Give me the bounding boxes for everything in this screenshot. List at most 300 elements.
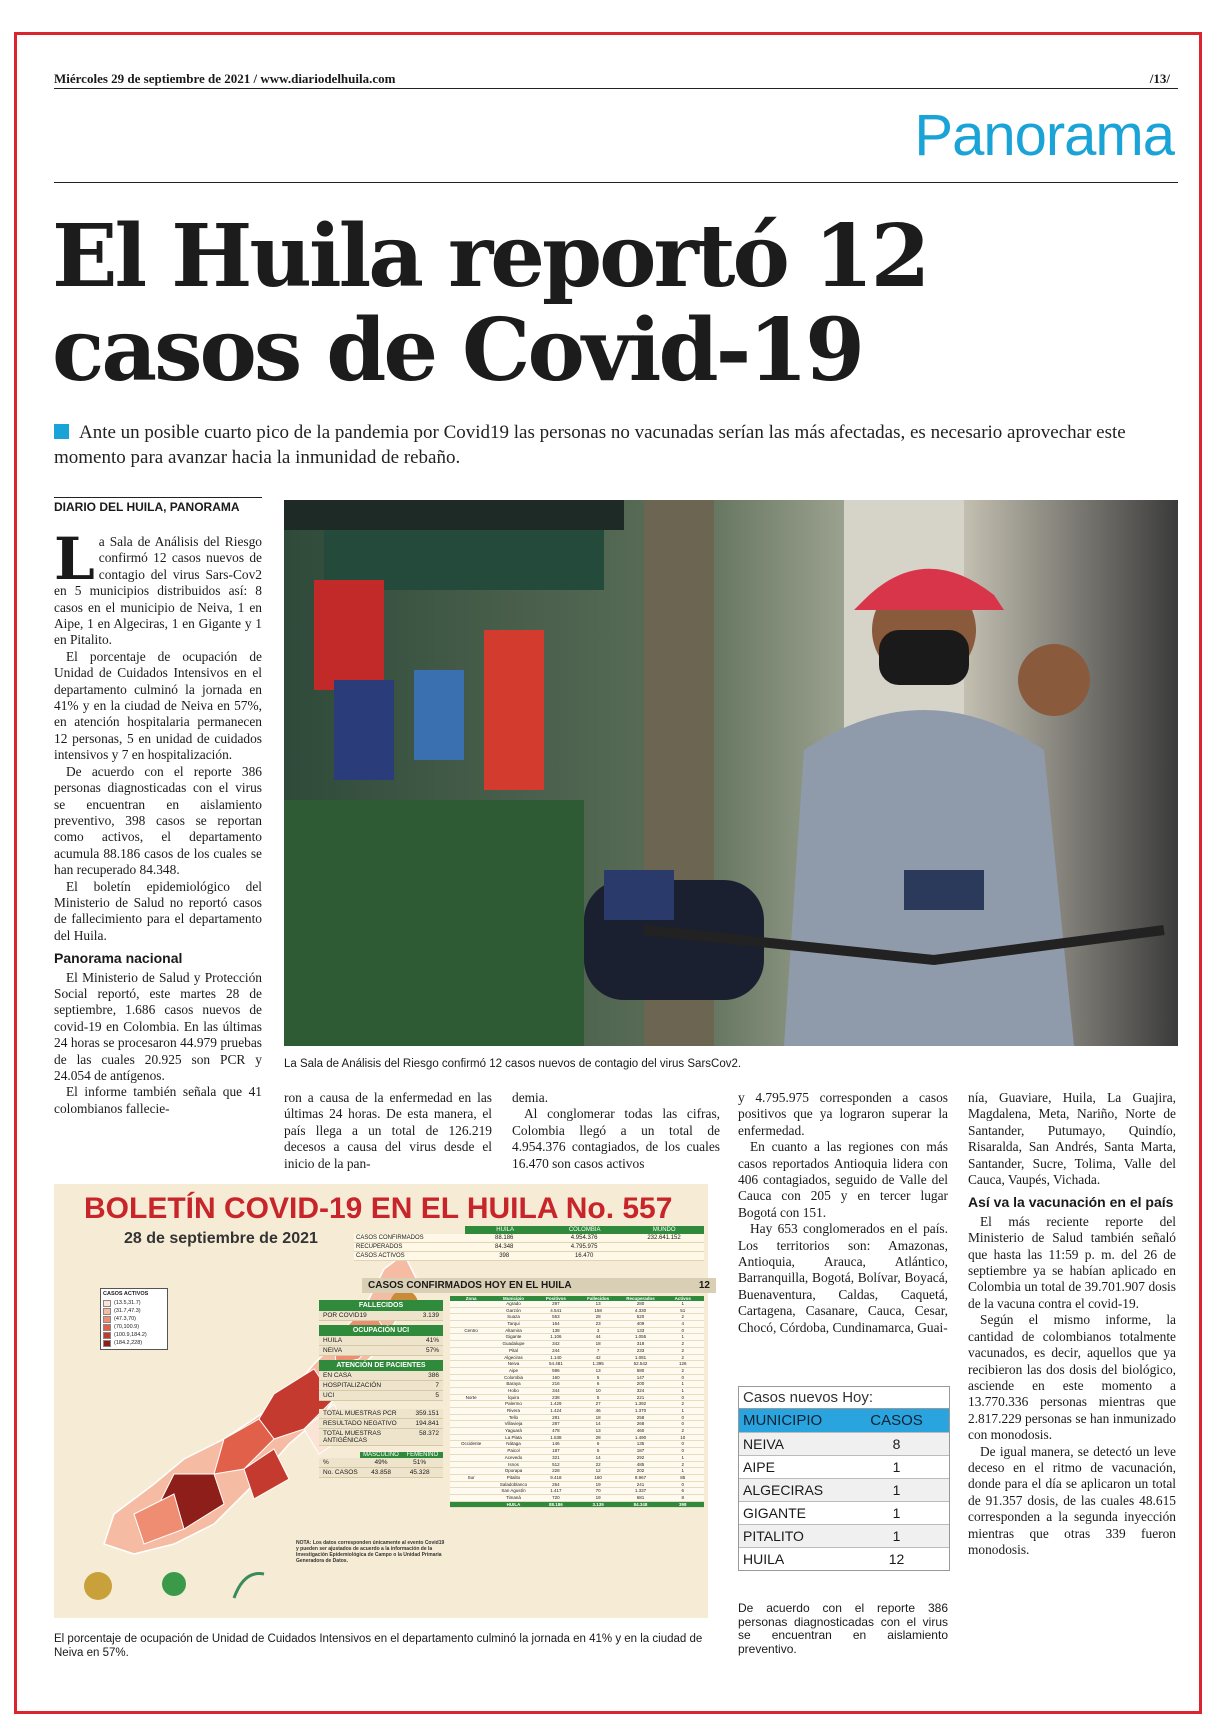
table-cell bbox=[450, 1468, 492, 1474]
table-cell: Gigante bbox=[505, 1334, 522, 1340]
article-column-4 bbox=[738, 1090, 948, 1336]
table-row bbox=[450, 1495, 704, 1502]
table-row bbox=[450, 1348, 704, 1355]
table-cell bbox=[450, 1375, 492, 1381]
table-cell: 241 bbox=[636, 1481, 645, 1487]
paragraph: En cuanto a las regiones con más casos reportados Antioquia lidera con 406 contagiados, seguido de Valle del Cauca con 205 y en tercer lugar Bogotá con 151. bbox=[738, 1139, 948, 1220]
table-cell: 6 bbox=[596, 1381, 600, 1387]
table-cell: 88.186 bbox=[548, 1501, 563, 1507]
table-cell: Agrado bbox=[506, 1301, 521, 1306]
table-cell: Centro bbox=[464, 1327, 478, 1333]
table-cell bbox=[450, 1435, 492, 1441]
table-cell: 146 bbox=[552, 1441, 560, 1447]
table-cell: 1.337 bbox=[634, 1488, 647, 1494]
table-cell: 1 bbox=[681, 1301, 685, 1306]
stat-value: 49% bbox=[374, 1459, 388, 1466]
article-column-2 bbox=[284, 1090, 492, 1172]
table-caption: De acuerdo con el reporte 386 personas diagnosticadas con el virus se encuentran en aislamiento preventivo. bbox=[738, 1601, 948, 1656]
legend-label: (100.9,184.2) bbox=[114, 1332, 147, 1338]
table-cell: 318 bbox=[636, 1341, 645, 1347]
table-cell: ALGECIRAS bbox=[743, 1482, 824, 1498]
table-cell bbox=[450, 1361, 492, 1367]
table-cell: 398 bbox=[679, 1501, 687, 1507]
table-row bbox=[450, 1361, 704, 1368]
col-header: Positivos bbox=[545, 1296, 566, 1301]
paragraph: ron a causa de la enfermedad en las últimas 24 horas. De esta manera, el país llega a un total de 126.219 decesos a causa del virus desde el inicio de la pan- bbox=[284, 1090, 492, 1171]
today-value: 12 bbox=[698, 1280, 710, 1291]
col-header: FEMENINO bbox=[402, 1452, 443, 1458]
table-cell: AIPE bbox=[743, 1459, 775, 1475]
table-cell: 520 bbox=[636, 1314, 645, 1320]
table-cell: Pitalito bbox=[506, 1474, 521, 1480]
table-cell: 5 bbox=[596, 1394, 600, 1400]
table-cell: 1.395 bbox=[592, 1361, 604, 1367]
table-cell: 2 bbox=[681, 1461, 685, 1467]
stat-line bbox=[319, 1458, 443, 1468]
table-cell: 52.542 bbox=[633, 1361, 648, 1367]
table-cell: Suaza bbox=[507, 1314, 520, 1320]
table-cell: 133 bbox=[636, 1327, 645, 1333]
paragraph: La Sala de Análisis del Riesgo confirmó 12 casos nuevos de contagio del virus Sars-Cov2 en 5 municipios distribuidos así: 8 casos en el municipio de Neiva, 1 en Aipe, 1 en Algeciras, 1 en Gigante y 1 en Pitalito. bbox=[54, 525, 262, 648]
table-cell bbox=[450, 1368, 492, 1374]
table-cell: 5 bbox=[596, 1374, 600, 1380]
table-cell: 321 bbox=[552, 1454, 560, 1460]
stat-value: 88.186 bbox=[495, 1235, 514, 1241]
stat-value: 57% bbox=[425, 1347, 439, 1354]
table-cell: 1 bbox=[681, 1381, 685, 1387]
table-cell: 138 bbox=[552, 1327, 560, 1333]
col-header: Activos bbox=[674, 1296, 691, 1301]
table-row bbox=[450, 1435, 704, 1442]
stat-value: 359.151 bbox=[415, 1410, 439, 1417]
table-cell: Acevedo bbox=[504, 1454, 523, 1460]
stat-label: UCI bbox=[323, 1392, 335, 1399]
table-cell: 46 bbox=[595, 1408, 601, 1413]
table-cell: 14 bbox=[595, 1421, 601, 1427]
stat-label: TOTAL MUESTRAS ANTIGÉNICAS bbox=[323, 1430, 382, 1444]
table-cell: Pital bbox=[509, 1347, 518, 1353]
table-cell: 1.140 bbox=[550, 1354, 562, 1360]
table-cell: Íquira bbox=[507, 1394, 520, 1400]
stat-line bbox=[319, 1391, 443, 1401]
stat-label: CASOS ACTIVOS bbox=[356, 1253, 405, 1259]
table-row bbox=[739, 1432, 949, 1455]
table-cell: 238 bbox=[552, 1394, 560, 1400]
table-cell bbox=[450, 1462, 492, 1468]
table-row bbox=[450, 1408, 704, 1415]
article-column-5 bbox=[968, 1090, 1176, 1558]
table-cell: Tello bbox=[508, 1414, 519, 1420]
table-cell: 19 bbox=[595, 1494, 601, 1500]
table-cell: 0 bbox=[681, 1441, 685, 1447]
legend-label: (47.3,70) bbox=[114, 1316, 137, 1322]
legend-item bbox=[103, 1331, 165, 1339]
table-cell bbox=[450, 1401, 492, 1407]
table-row bbox=[450, 1441, 704, 1448]
legend-item bbox=[103, 1315, 165, 1323]
section-title: Panorama bbox=[914, 103, 1174, 168]
page-number: /13/ bbox=[1149, 71, 1170, 86]
table-cell: 1.417 bbox=[550, 1488, 562, 1494]
table-cell: 258 bbox=[636, 1414, 645, 1420]
table-row bbox=[450, 1341, 704, 1348]
table-cell: 228 bbox=[552, 1468, 560, 1474]
table-cell bbox=[450, 1388, 492, 1394]
stat-line bbox=[319, 1468, 443, 1478]
stat-value: 4.795.975 bbox=[570, 1244, 598, 1250]
stat-value bbox=[624, 1252, 704, 1260]
table-cell: 135 bbox=[636, 1441, 645, 1447]
table-cell: Guadalupe bbox=[502, 1341, 525, 1347]
stat-value: 43.858 bbox=[371, 1469, 391, 1476]
table-cell: GIGANTE bbox=[743, 1505, 807, 1521]
table-row bbox=[450, 1395, 704, 1402]
table-cell: 1 bbox=[681, 1408, 685, 1413]
table-cell bbox=[450, 1428, 492, 1434]
table-cell: 264 bbox=[552, 1481, 560, 1487]
paragraph: Según el mismo informe, la cantidad de colombianos totalmente vacunados, es decir, aquellos que ya recibieron las dos dosis del biológico, asciende en este momento a 13.770.336 personas mientras que 2.817.229 personas se han inmunizado con monodosis. bbox=[968, 1312, 1176, 1443]
table-cell: 1.538 bbox=[550, 1434, 562, 1440]
bulletin-note: NOTA: Los datos corresponden únicamente al evento Covid19 y pueden ser ajustados de acuerdo a la información de la Investigación Epidemiológica de Campo o la Unidad Primaria Generadora de Datos. bbox=[296, 1540, 445, 1564]
table-cell: 2 bbox=[681, 1347, 685, 1353]
table-cell bbox=[450, 1415, 492, 1421]
table-row bbox=[450, 1381, 704, 1388]
table-row bbox=[739, 1547, 949, 1570]
stat-label: HOSPITALIZACIÓN bbox=[323, 1382, 382, 1389]
table-cell: 2 bbox=[681, 1341, 685, 1347]
table-row bbox=[450, 1368, 704, 1375]
table-cell: 1 bbox=[892, 1505, 901, 1521]
coat-of-arms-icon bbox=[84, 1572, 112, 1600]
lead-text: Ante un posible cuarto pico de la pandemia por Covid19 las personas no vacunadas serían las más afectadas, es necesario aprovechar este momento para avanzar hacia la inmunidad de rebaño. bbox=[54, 422, 1126, 468]
stat-label: TOTAL MUESTRAS PCR bbox=[323, 1410, 397, 1417]
uci-header: OCUPACIÓN UCI bbox=[319, 1325, 443, 1336]
table-cell bbox=[450, 1408, 492, 1414]
table-cell: 4.541 bbox=[550, 1307, 562, 1313]
col-header: COLOMBIA bbox=[545, 1226, 625, 1234]
paragraph: De igual manera, se detectó un leve deceso en el ritmo de vacunación, donde para el día se aplicaron un total de 91.357 dosis, de las cuales 48.615 corresponden a la segunda inyección mientras que otras 339 fueron monodosis. bbox=[968, 1443, 1176, 1557]
stat-value: 16.470 bbox=[574, 1253, 594, 1259]
legend-swatch bbox=[103, 1332, 111, 1339]
table-cell: Hobo bbox=[508, 1387, 519, 1393]
table-row bbox=[450, 1468, 704, 1475]
legend-swatch bbox=[103, 1300, 111, 1307]
table-cell: 5 bbox=[596, 1448, 600, 1454]
table-cell: 221 bbox=[636, 1394, 645, 1400]
table-cell: NEIVA bbox=[743, 1436, 784, 1452]
table-cell: Neiva bbox=[507, 1361, 520, 1367]
table-row bbox=[450, 1448, 704, 1455]
table-cell: 3 bbox=[596, 1327, 600, 1333]
table-cell: 233 bbox=[636, 1347, 645, 1353]
table-cell: 13 bbox=[595, 1367, 601, 1373]
table-cell: Paicol bbox=[507, 1448, 520, 1454]
table-cell: 268 bbox=[636, 1421, 645, 1427]
table-cell bbox=[450, 1421, 492, 1427]
table-cell bbox=[450, 1482, 492, 1488]
stat-line bbox=[319, 1419, 443, 1429]
stat-value: 232.641.152 bbox=[647, 1235, 681, 1241]
table-cell: 281 bbox=[552, 1414, 560, 1420]
table-row bbox=[450, 1314, 704, 1321]
table-cell: 9.418 bbox=[550, 1474, 562, 1480]
legend-label: (184.2,228) bbox=[114, 1340, 143, 1346]
fallecidos-header: FALLECIDOS bbox=[319, 1300, 443, 1311]
table-cell: 147 bbox=[636, 1374, 645, 1380]
headline: El Huila reportó 12 casos de Covid-19 bbox=[52, 206, 928, 401]
table-cell: 2 bbox=[681, 1367, 685, 1373]
table-cell: 0 bbox=[681, 1421, 685, 1427]
table-cell: 23 bbox=[595, 1321, 601, 1327]
covid-bulletin-infographic bbox=[54, 1184, 708, 1618]
bulletin-caption: El porcentaje de ocupación de Unidad de Cuidados Intensivos en el departamento culminó la jornada en 41% y en la ciudad de Neiva en 57%. bbox=[54, 1633, 703, 1659]
table-row bbox=[450, 1455, 704, 1462]
table-cell: 280 bbox=[636, 1301, 645, 1306]
table-cell: 12 bbox=[595, 1468, 601, 1474]
table-cell: 13 bbox=[595, 1428, 601, 1434]
stat-label: % bbox=[323, 1459, 329, 1466]
table-cell: Villavieja bbox=[504, 1421, 523, 1427]
table-cell: Oporapa bbox=[504, 1468, 523, 1474]
divider bbox=[54, 182, 1178, 183]
table-cell: Isnos bbox=[508, 1461, 519, 1467]
stat-line bbox=[319, 1346, 443, 1356]
table-cell bbox=[450, 1301, 492, 1307]
table-row bbox=[450, 1328, 704, 1335]
table-cell: 297 bbox=[552, 1301, 560, 1306]
stat-value: 194.841 bbox=[415, 1420, 439, 1427]
table-cell: 8 bbox=[892, 1436, 901, 1452]
table-cell: 4.330 bbox=[634, 1307, 647, 1313]
masthead-date: Miércoles 29 de septiembre de 2021 / www.diariodelhuila.com bbox=[54, 71, 396, 86]
stat-value: 45.328 bbox=[409, 1469, 430, 1476]
table-row bbox=[450, 1321, 704, 1328]
table-cell: 2 bbox=[681, 1401, 685, 1407]
bulletin-title: BOLETÍN COVID-19 EN EL HUILA No. 557 bbox=[84, 1192, 673, 1225]
table-cell: 1.424 bbox=[550, 1408, 562, 1413]
paragraph: De acuerdo con el reporte 386 personas diagnosticadas con el virus se encuentran en aislamiento preventivo, 398 casos se reportan como activos, el departamento acumula 88.186 casos de los cuales se han recuperado 84.348. bbox=[54, 763, 262, 878]
table-cell: 158 bbox=[594, 1307, 602, 1313]
table-cell bbox=[450, 1334, 492, 1340]
stat-label: HUILA bbox=[323, 1337, 343, 1344]
legend-swatch bbox=[103, 1308, 111, 1315]
table-cell: 19 bbox=[595, 1481, 601, 1487]
stat-label: CASOS CONFIRMADOS bbox=[356, 1235, 424, 1241]
table-cell: 0 bbox=[681, 1394, 685, 1400]
paragraph: y 4.795.975 corresponden a casos positivos que ya lograron superar la enfermedad. bbox=[738, 1090, 948, 1138]
table-cell: 681 bbox=[636, 1494, 645, 1500]
table-cell: 6 bbox=[681, 1488, 685, 1494]
stat-label: RESULTADO NEGATIVO bbox=[323, 1420, 397, 1427]
table-cell bbox=[450, 1455, 492, 1461]
stat-value: 58.372 bbox=[419, 1430, 439, 1437]
table-cell: 160 bbox=[552, 1374, 560, 1380]
table-cell: 0 bbox=[681, 1374, 685, 1380]
table-cell: HUILA bbox=[743, 1551, 785, 1567]
table-cell: 1.392 bbox=[634, 1401, 647, 1407]
table-row bbox=[450, 1475, 704, 1482]
subheading: Así va la vacunación en el país bbox=[968, 1194, 1174, 1211]
table-cell: Altamira bbox=[505, 1327, 522, 1333]
paragraph: El Ministerio de Salud y Protección Social reportó, este martes 28 de septiembre, 1.686 casos nuevos de covid-19 en Colombia. En las últimas 24 horas se procesaron 44.979 pruebas de las cuales 20.925 son PCR y 24.054 de antígenos. bbox=[54, 969, 262, 1083]
legend-item bbox=[103, 1339, 165, 1347]
table-cell: 70 bbox=[595, 1488, 601, 1494]
table-cell: HUILA bbox=[506, 1501, 521, 1507]
today-label: CASOS CONFIRMADOS HOY EN EL HUILA bbox=[368, 1280, 572, 1291]
table-cell: Rivera bbox=[506, 1408, 520, 1413]
col-header: Municipio bbox=[502, 1296, 524, 1301]
table-cell: 18 bbox=[595, 1414, 601, 1420]
new-cases-table bbox=[738, 1386, 950, 1571]
table-cell: Sur bbox=[467, 1474, 475, 1480]
stat-label: POR COVID19 bbox=[323, 1312, 367, 1319]
table-cell: Timaná bbox=[506, 1494, 521, 1500]
table-cell: 28 bbox=[595, 1434, 601, 1440]
table-cell: 460 bbox=[636, 1428, 645, 1434]
col-header: HUILA bbox=[465, 1226, 545, 1234]
table-cell: 344 bbox=[552, 1387, 560, 1393]
table-row bbox=[739, 1455, 949, 1478]
logos bbox=[74, 1564, 274, 1608]
table-cell: 8 bbox=[681, 1494, 685, 1500]
table-cell: 12 bbox=[888, 1551, 905, 1567]
table-cell: 1 bbox=[681, 1468, 685, 1474]
table-cell: Occidente bbox=[461, 1441, 482, 1447]
atencion-header: ATENCIÓN DE PACIENTES bbox=[319, 1360, 443, 1371]
table-cell: 13 bbox=[595, 1301, 601, 1306]
table-cell: 14 bbox=[595, 1454, 601, 1460]
legend-label: (13.5,31.7) bbox=[114, 1300, 141, 1306]
table-cell: 292 bbox=[636, 1454, 645, 1460]
table-row bbox=[450, 1375, 704, 1382]
bullet-square-icon bbox=[54, 424, 69, 439]
table-cell: 27 bbox=[595, 1401, 601, 1407]
stat-value: 41% bbox=[425, 1337, 439, 1344]
article-photo bbox=[284, 500, 1178, 1046]
stat-value: 3.139 bbox=[422, 1312, 439, 1319]
stat-value: 7 bbox=[435, 1382, 439, 1389]
table-cell bbox=[450, 1495, 492, 1501]
table-row bbox=[450, 1401, 704, 1408]
table-cell: Garzón bbox=[506, 1307, 521, 1313]
table-cell: 51 bbox=[680, 1307, 686, 1313]
table-cell: 1 bbox=[681, 1387, 685, 1393]
table-cell: 164 bbox=[552, 1321, 560, 1327]
table-row bbox=[739, 1524, 949, 1547]
table-row bbox=[739, 1478, 949, 1501]
table-cell: 85 bbox=[680, 1474, 686, 1480]
table-cell: 1 bbox=[892, 1459, 901, 1475]
stat-label: RECUPERADOS bbox=[356, 1244, 403, 1250]
table-cell bbox=[450, 1321, 492, 1327]
stat-value: 84.348 bbox=[495, 1244, 514, 1250]
legend-item bbox=[103, 1323, 165, 1331]
paragraph: Al conglomerar todas las cifras, Colombia llegó a un total de 4.954.376 contagiados, de los cuales 16.470 son casos activos bbox=[512, 1106, 720, 1171]
table-cell: 409 bbox=[636, 1321, 645, 1327]
table-cell: 44 bbox=[595, 1334, 601, 1340]
col-header: MUNDO bbox=[624, 1226, 704, 1234]
table-cell: Colombia bbox=[503, 1374, 523, 1380]
table-cell: 1.081 bbox=[634, 1354, 647, 1360]
stat-line bbox=[319, 1429, 443, 1446]
stat-value: 398 bbox=[499, 1253, 510, 1259]
table-cell: 0 bbox=[681, 1414, 685, 1420]
stat-line bbox=[319, 1371, 443, 1381]
table-cell: 1 bbox=[892, 1528, 901, 1544]
stat-label: NEIVA bbox=[323, 1347, 343, 1354]
table-cell: 84.348 bbox=[633, 1501, 648, 1507]
table-cell: 2 bbox=[681, 1314, 685, 1320]
stat-value: 51% bbox=[413, 1459, 427, 1466]
table-row bbox=[450, 1428, 704, 1435]
table-cell: 42 bbox=[595, 1354, 601, 1360]
table-cell bbox=[450, 1308, 492, 1314]
legend-swatch bbox=[103, 1316, 111, 1323]
table-cell: La Plata bbox=[505, 1434, 522, 1440]
stat-label: EN CASA bbox=[323, 1372, 352, 1379]
legend-title: CASOS ACTIVOS bbox=[103, 1291, 149, 1297]
table-cell: Tarqui bbox=[507, 1321, 520, 1327]
table-cell bbox=[450, 1348, 492, 1354]
table-row bbox=[450, 1462, 704, 1469]
table-cell: 1 bbox=[892, 1482, 901, 1498]
paragraph: El más reciente reporte del Ministerio de Salud también señaló que hasta las 11:59 p. m. del 26 de septiembre ya se habían aplicado en Colombia un total de 39.701.907 dosis de la vacuna contra el covid-19. bbox=[968, 1213, 1176, 1311]
table-row bbox=[450, 1421, 704, 1428]
drop-cap: L bbox=[54, 525, 95, 593]
health-logo-icon bbox=[234, 1574, 264, 1599]
legend-item bbox=[103, 1299, 165, 1307]
stat-value: 4.954.376 bbox=[570, 1235, 598, 1241]
table-cell: 187 bbox=[636, 1448, 645, 1454]
divider bbox=[54, 497, 262, 498]
table-row bbox=[450, 1388, 704, 1395]
table-cell bbox=[450, 1314, 492, 1320]
table-cell: 187 bbox=[552, 1448, 560, 1454]
table-cell: 720 bbox=[552, 1494, 560, 1500]
map-legend bbox=[100, 1288, 168, 1350]
table-cell bbox=[450, 1448, 492, 1454]
col-header: Fallecidos bbox=[587, 1296, 610, 1301]
table-cell: San Agustín bbox=[501, 1488, 526, 1494]
table-cell: 4 bbox=[681, 1321, 685, 1327]
table-cell: 596 bbox=[552, 1367, 560, 1373]
col-header: MASCULINO bbox=[360, 1452, 401, 1458]
table-cell: 244 bbox=[552, 1347, 560, 1353]
table-cell: 512 bbox=[552, 1461, 560, 1467]
table-row bbox=[450, 1482, 704, 1489]
table-row bbox=[450, 1301, 704, 1308]
byline: DIARIO DEL HUILA, PANORAMA bbox=[54, 500, 240, 514]
stat-line bbox=[319, 1336, 443, 1346]
table-cell: 553 bbox=[552, 1314, 560, 1320]
table-total-row bbox=[450, 1502, 704, 1509]
subheading: Panorama nacional bbox=[54, 950, 183, 967]
table-row bbox=[739, 1501, 949, 1524]
table-cell: Algeciras bbox=[504, 1354, 523, 1360]
table-cell: 1.106 bbox=[550, 1334, 562, 1340]
legend-item bbox=[103, 1307, 165, 1315]
table-cell: Aipe bbox=[508, 1367, 518, 1373]
legend-swatch bbox=[103, 1324, 111, 1331]
table-cell: 580 bbox=[636, 1367, 645, 1373]
stat-value: 5 bbox=[435, 1392, 439, 1399]
table-cell: 1.429 bbox=[550, 1401, 562, 1407]
legend-label: (31.7,47.3) bbox=[114, 1308, 141, 1314]
table-cell: 54.481 bbox=[548, 1361, 563, 1367]
table-cell: 1.055 bbox=[634, 1334, 647, 1340]
table-cell: 0 bbox=[681, 1448, 685, 1454]
stat-line bbox=[319, 1409, 443, 1419]
